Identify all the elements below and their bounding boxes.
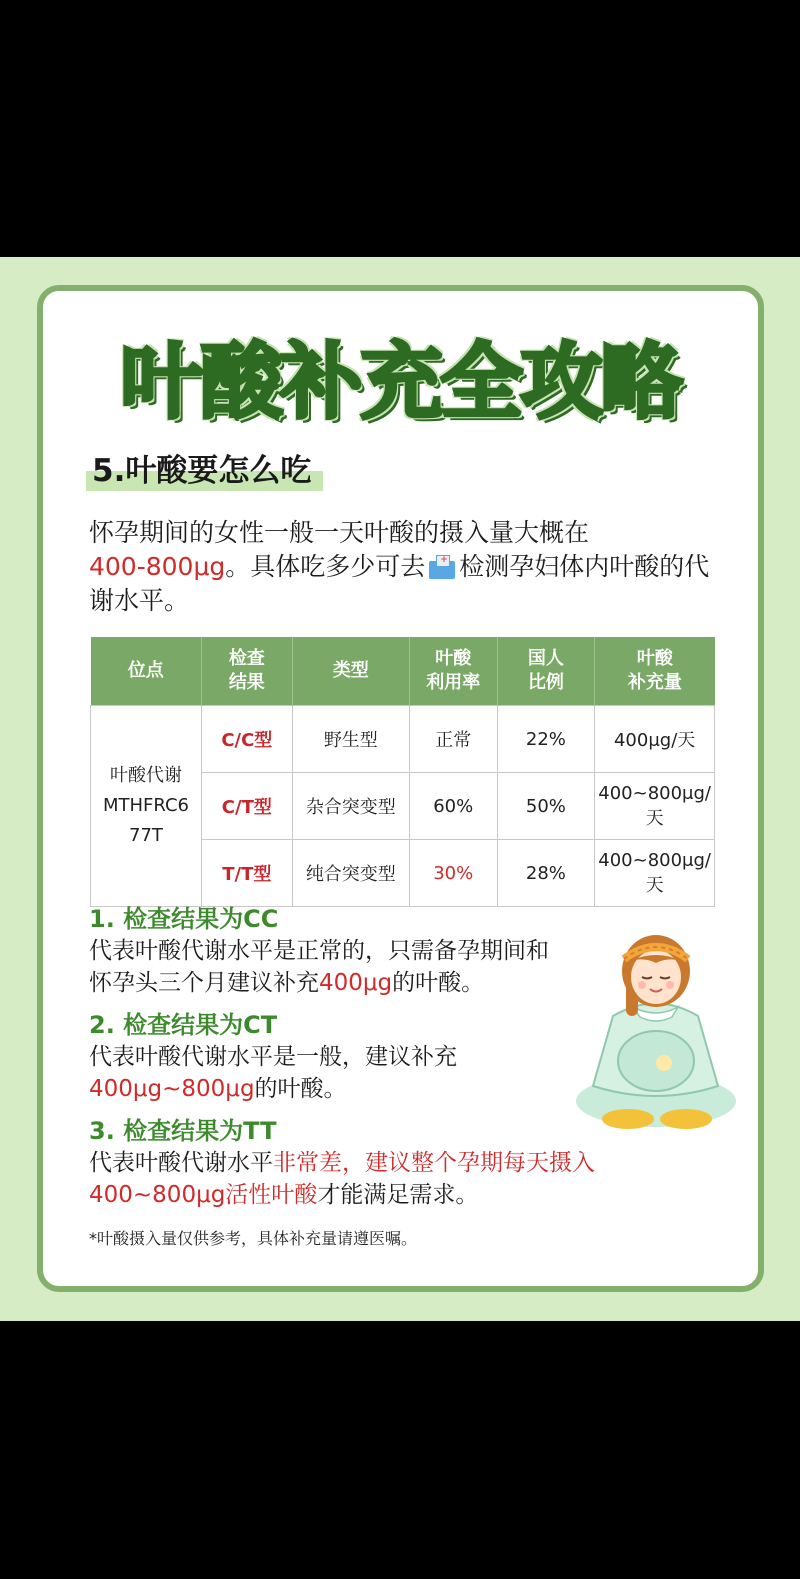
- result-cell: T/T型: [201, 840, 292, 907]
- section-heading-text: 5.叶酸要怎么吃: [92, 453, 312, 489]
- intro-paragraph: [89, 516, 729, 618]
- dose-cell: 400μg/天: [595, 706, 715, 773]
- type-cell: 纯合突变型: [292, 840, 409, 907]
- header-type: 类型: [292, 637, 409, 706]
- note-body: 代表叶酸代谢水平是一般，建议补充 400μg~800μg的叶酸。: [89, 1044, 457, 1102]
- section-heading: [86, 449, 323, 493]
- disclaimer-text: *叶酸摄入量仅供参考，具体补充量请遵医嘱。: [89, 1229, 418, 1248]
- ratio-cell: 50%: [497, 773, 595, 840]
- page-title: 叶酸补充全攻略: [120, 335, 681, 430]
- header-dose: 叶酸 补充量: [595, 637, 715, 706]
- dose-cell: 400~800μg/天: [595, 773, 715, 840]
- info-card: [37, 285, 764, 1292]
- intro-text-2: 。具体吃多少可去: [225, 552, 426, 581]
- header-rate: 叶酸 利用率: [409, 637, 497, 706]
- result-cell: C/C型: [201, 706, 292, 773]
- note-body: 代表叶酸代谢水平是正常的，只需备孕期间和怀孕头三个月建议补充400μg的叶酸。: [89, 938, 549, 996]
- notes-list: [89, 903, 595, 1221]
- header-site: 位点: [91, 637, 202, 706]
- ratio-cell: 28%: [497, 840, 595, 907]
- content-panel: [0, 257, 800, 1321]
- rate-cell: 30%: [409, 840, 497, 907]
- site-cell: 叶酸代谢 MTHFRC6 77T: [91, 706, 202, 907]
- ratio-cell: 22%: [497, 706, 595, 773]
- note-heading: 1. 检查结果为CC: [89, 905, 279, 933]
- pregnant-woman-illustration: [568, 921, 743, 1141]
- note-heading: 3. 检查结果为TT: [89, 1117, 277, 1145]
- result-cell: C/T型: [201, 773, 292, 840]
- type-cell: 杂合突变型: [292, 773, 409, 840]
- note-heading: 2. 检查结果为CT: [89, 1011, 278, 1039]
- note-body: 代表叶酸代谢水平非常差，建议整个孕期每天摄入400~800μg活性叶酸才能满足需求。: [89, 1150, 595, 1208]
- intro-text-1: 怀孕期间的女性一般一天叶酸的摄入量大概在: [89, 518, 590, 547]
- intro-dose: 400-800μg: [89, 552, 226, 581]
- folate-table: [90, 637, 715, 907]
- table-row: [91, 706, 715, 773]
- intro-text-3: 检测孕妇体内叶酸的代谢水平。: [89, 552, 710, 615]
- table-header-row: [91, 637, 715, 706]
- dose-cell: 400~800μg/天: [595, 840, 715, 907]
- header-ratio: 国人 比例: [497, 637, 595, 706]
- rate-cell: 正常: [409, 706, 497, 773]
- hospital-icon: +: [427, 553, 457, 579]
- type-cell: 野生型: [292, 706, 409, 773]
- header-result: 检查 结果: [201, 637, 292, 706]
- rate-cell: 60%: [409, 773, 497, 840]
